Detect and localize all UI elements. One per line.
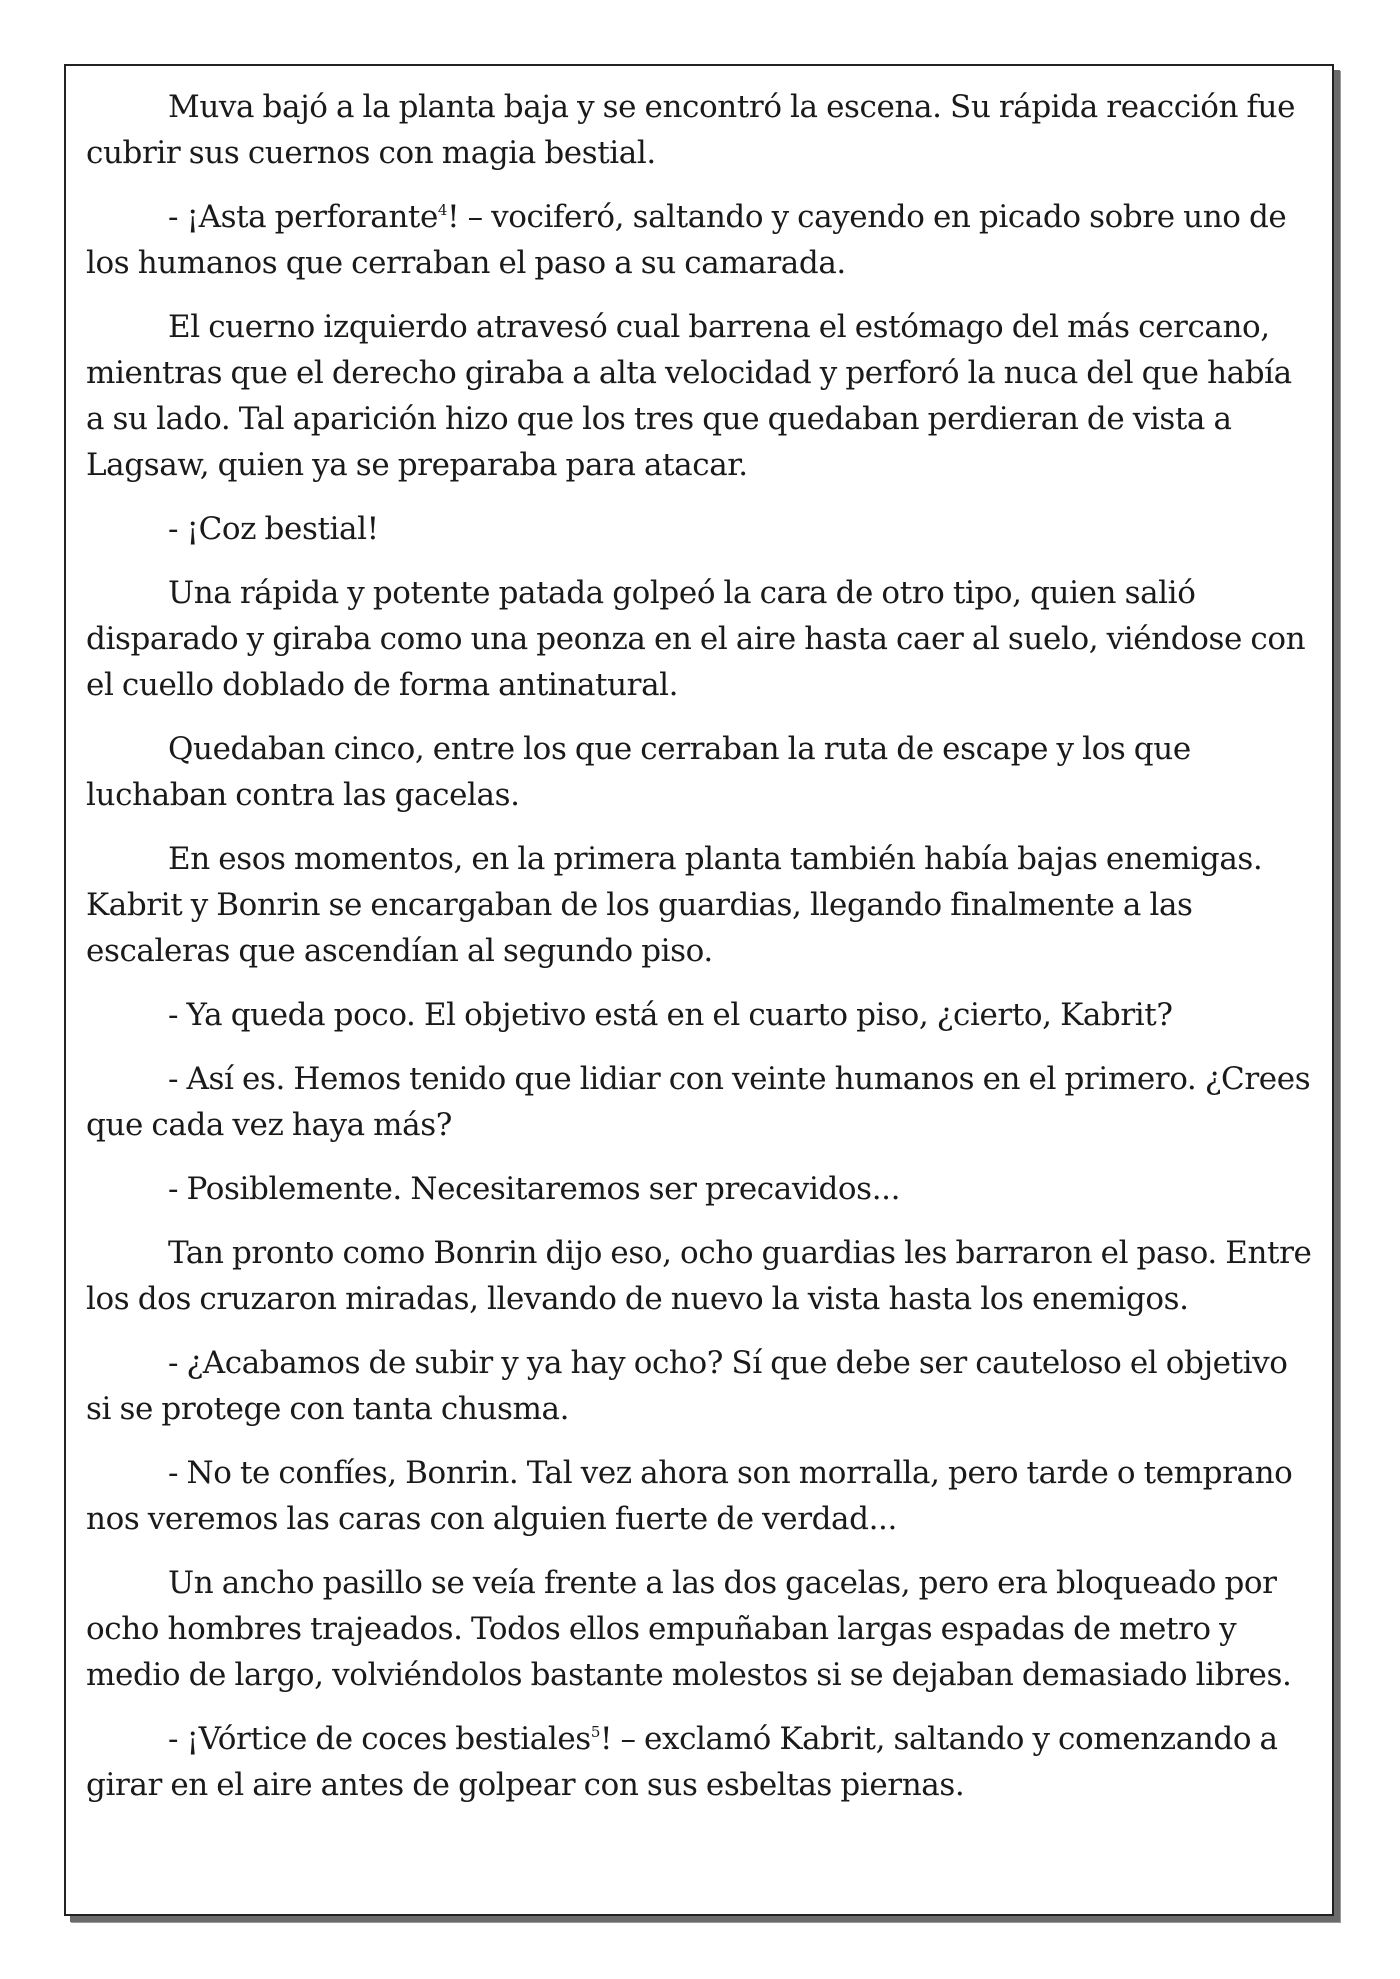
paragraph: - ¿Acabamos de subir y ya hay ocho? Sí que debe ser cauteloso el objetivo si se protege con tanta chusma. bbox=[86, 1345, 1288, 1427]
paragraph: Quedaban cinco, entre los que cerraban la ruta de escape y los que luchaban contra las gacelas. bbox=[86, 731, 1191, 813]
paragraph: - ¡Coz bestial! bbox=[168, 511, 379, 547]
paragraph: Tan pronto como Bonrin dijo eso, ocho guardias les barraron el paso. Entre los dos cruzaron miradas, llevando de nuevo la vista hasta los enemigos. bbox=[86, 1235, 1312, 1317]
footnote-marker: 5 bbox=[590, 1723, 600, 1741]
footnote-marker: 4 bbox=[437, 201, 448, 219]
page-frame bbox=[64, 64, 1334, 1916]
paragraph: - ¡Asta perforante$^4$! – vociferó, saltando y cayendo en picado sobre uno de los humanos que cerraban el paso a su camarada. bbox=[86, 199, 1287, 281]
paragraph: - Ya queda poco. El objetivo está en el cuarto piso, ¿cierto, Kabrit? bbox=[168, 997, 1173, 1033]
paragraph: Un ancho pasillo se veía frente a las dos gacelas, pero era bloqueado por ocho hombres trajeados. Todos ellos empuñaban largas espadas de metro y medio de largo, volviéndolos bastante molestos si se dejaban demasiado libres. bbox=[86, 1565, 1292, 1693]
paragraph: Una rápida y potente patada golpeó la cara de otro tipo, quien salió disparado y giraba como una peonza en el aire hasta caer al suelo, viéndose con el cuello doblado de forma antinatural. bbox=[86, 575, 1306, 703]
paragraph: - Así es. Hemos tenido que lidiar con veinte humanos en el primero. ¿Crees que cada vez haya más? bbox=[86, 1061, 1311, 1143]
paragraph: - ¡Vórtice de coces bestiales$^5$! – exclamó Kabrit, saltando y comenzando a girar en el aire antes de golpear con sus esbeltas piernas. bbox=[86, 1721, 1278, 1803]
paragraph: - Posiblemente. Necesitaremos ser precavidos... bbox=[168, 1171, 901, 1207]
paragraph: Muva bajó a la planta baja y se encontró la escena. Su rápida reacción fue cubrir sus cuernos con magia bestial. bbox=[86, 89, 1296, 171]
paragraph: - No te confíes, Bonrin. Tal vez ahora son morralla, pero tarde o temprano nos veremos las caras con alguien fuerte de verdad... bbox=[86, 1455, 1293, 1537]
paragraph: El cuerno izquierdo atravesó cual barrena el estómago del más cercano, mientras que el derecho giraba a alta velocidad y perforó la nuca del que había a su lado. Tal aparición hizo que los tres que quedaban perdieran de vista a Lagsaw, quien ya se preparaba para atacar. bbox=[86, 309, 1292, 483]
paragraph: En esos momentos, en la primera planta también había bajas enemigas. Kabrit y Bonrin se encargaban de los guardias, llegando finalmente a las escaleras que ascendían al segundo piso. bbox=[86, 841, 1263, 969]
text-body bbox=[86, 84, 1316, 1826]
